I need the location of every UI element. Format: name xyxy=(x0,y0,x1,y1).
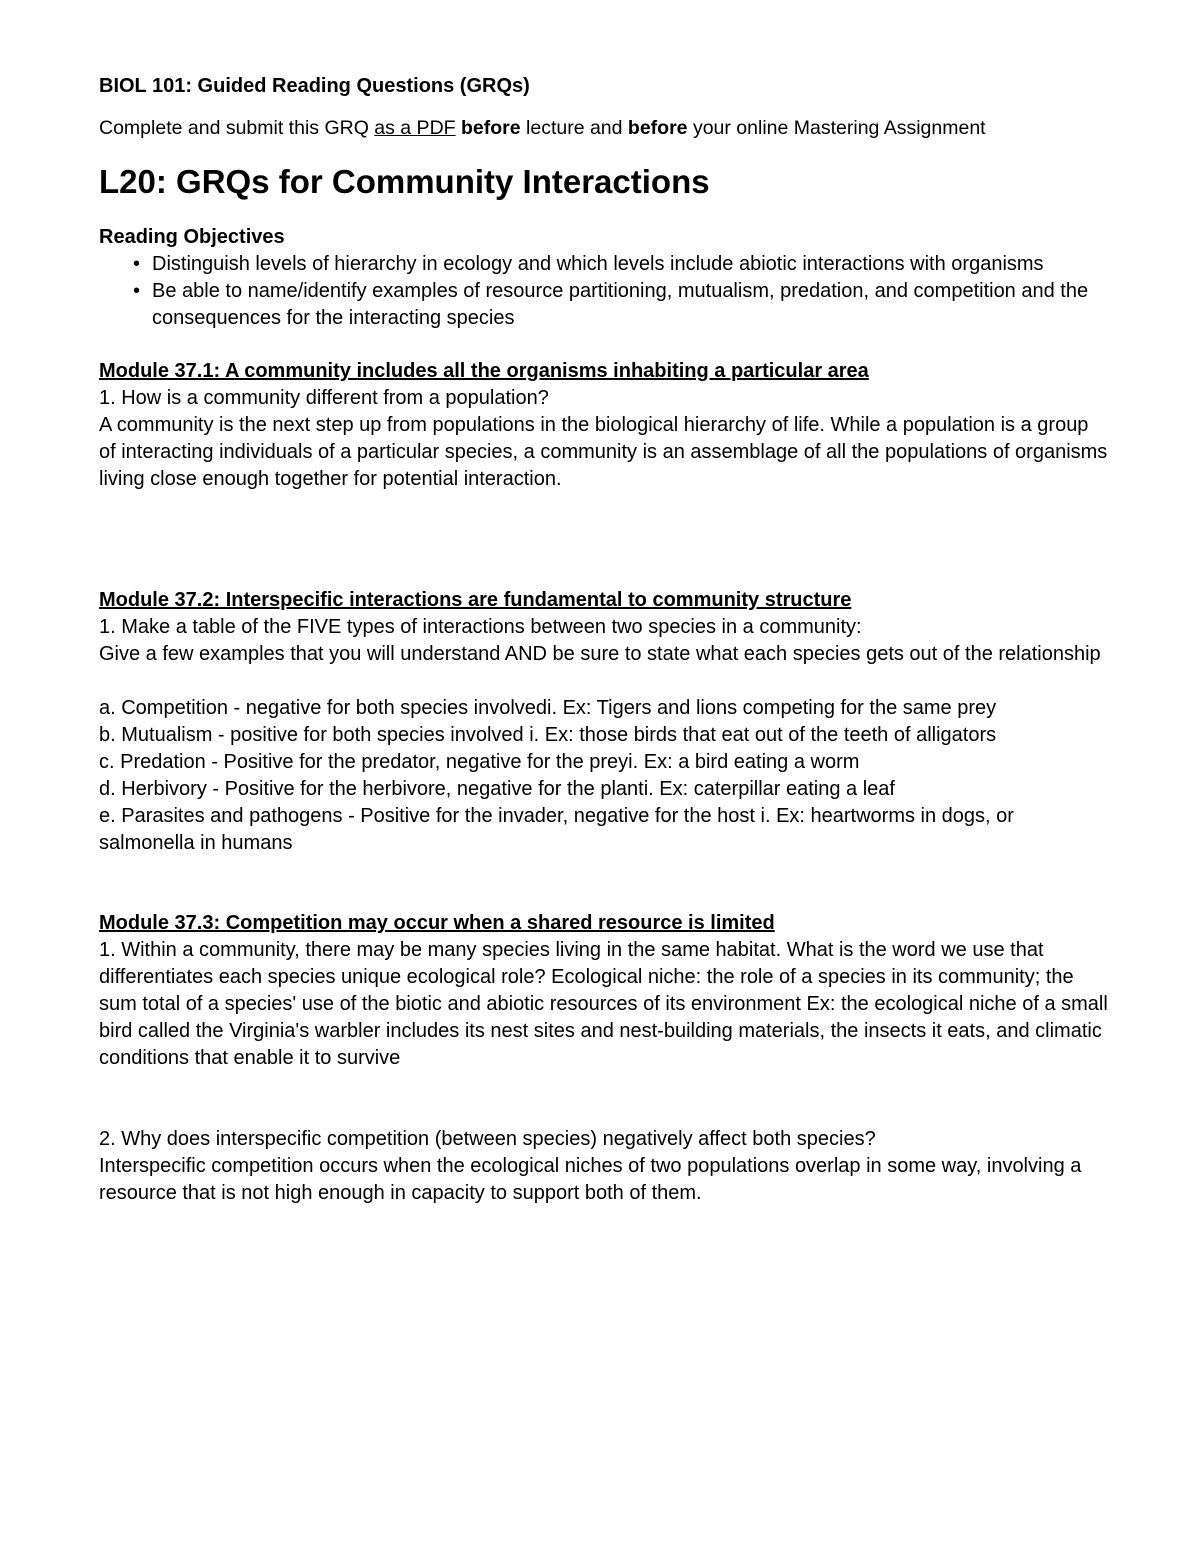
instruction-bold-2: before xyxy=(627,117,688,139)
answer: A community is the next step up from populations in the biological hierarchy of life. While a population is a group of interacting individuals of a particular species, a community is an assemblage of all the populations of organisms living close enough together for potential interaction. xyxy=(99,414,1108,490)
interaction-item: c. Predation - Positive for the predator, negative for the preyi. Ex: a bird eating a worm xyxy=(99,751,860,773)
instruction-bold-1: before xyxy=(460,117,521,139)
spacer xyxy=(99,668,1109,695)
page-title: L20: GRQs for Community Interactions xyxy=(99,163,710,200)
instruction-text-4: your online Mastering Assignment xyxy=(687,117,986,139)
objectives-heading: Reading Objectives xyxy=(99,226,285,248)
bullet-icon: • xyxy=(133,253,141,275)
module-heading: Module 37.1: A community includes all the organisms inhabiting a particular area xyxy=(99,360,869,382)
objective-item xyxy=(132,278,1109,332)
instruction-text-1: Complete and submit this GRQ xyxy=(99,117,375,139)
question: 1. Make a table of the FIVE types of interactions between two species in a community: xyxy=(99,616,862,638)
question: 1. How is a community different from a population? xyxy=(99,387,549,409)
course-title: BIOL 101: Guided Reading Questions (GRQs) xyxy=(99,75,530,97)
instruction-text-3: lecture and xyxy=(520,117,628,139)
objectives-list xyxy=(99,251,1109,332)
objective-item xyxy=(132,251,1109,278)
module-heading: Module 37.2: Interspecific interactions are fundamental to community structure xyxy=(99,589,852,611)
answer: Interspecific competition occurs when the ecological niches of two populations overlap in some way, involving a resource that is not high enough in capacity to support both of them. xyxy=(99,1155,1082,1204)
interaction-item: b. Mutualism - positive for both species involved i. Ex: those birds that eat out of the teeth of alligators xyxy=(99,724,997,746)
question: 2. Why does interspecific competition (between species) negatively affect both species? xyxy=(99,1128,876,1150)
module-37-2 xyxy=(99,587,1109,857)
module-heading: Module 37.3: Competition may occur when a shared resource is limited xyxy=(99,912,775,934)
objective-text: Distinguish levels of hierarchy in ecology and which levels include abiotic interactions with organisms xyxy=(152,253,1044,275)
spacer xyxy=(99,1072,1109,1126)
interaction-item: d. Herbivory - Positive for the herbivore, negative for the planti. Ex: caterpillar eating a leaf xyxy=(99,778,895,800)
instruction-underlined: as a PDF xyxy=(374,117,456,139)
module-37-1 xyxy=(99,358,1109,493)
question-answer: 1. Within a community, there may be many species living in the same habitat. What is the word we use that differentiates each species unique ecological role? Ecological niche: the role of a species in its community; the sum total of a species' use of the biotic and abiotic resources of its environment Ex: the ecological niche of a small bird called the Virginia's warbler includes its nest sites and nest-building materials, the insects it eats, and climatic conditions that enable it to survive xyxy=(99,939,1108,1069)
objective-text: Be able to name/identify examples of resource partitioning, mutualism, predation, and competition and the consequences for the interacting species xyxy=(152,280,1089,329)
question-instruction: Give a few examples that you will understand AND be sure to state what each species gets out of the relationship xyxy=(99,643,1101,665)
submission-instructions xyxy=(99,115,1109,142)
interaction-item: a. Competition - negative for both species involvedi. Ex: Tigers and lions competing for the same prey xyxy=(99,697,997,719)
document-page xyxy=(99,72,1109,1207)
module-37-3 xyxy=(99,910,1109,1207)
interaction-item: e. Parasites and pathogens - Positive for the invader, negative for the host i. Ex: heartworms in dogs, or salmonella in humans xyxy=(99,805,1014,854)
bullet-icon: • xyxy=(133,280,141,302)
